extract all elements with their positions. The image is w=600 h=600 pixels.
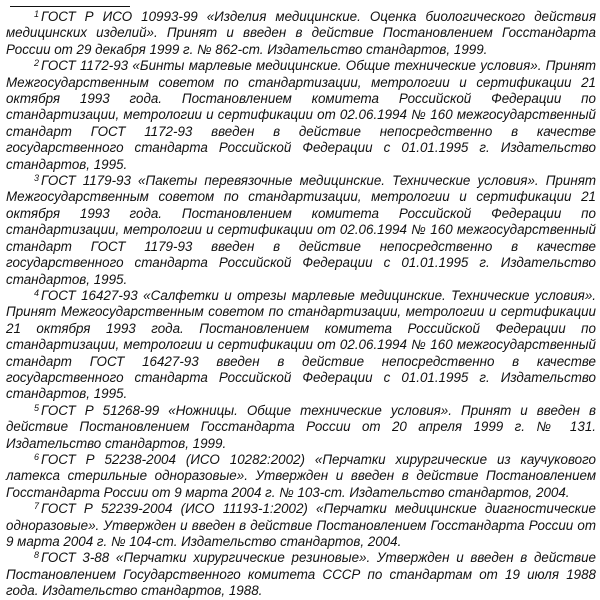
footnote-number: 1 <box>34 9 40 19</box>
footnote-text: ГОСТ 1172-93 «Бинты марлевые медицинские. Общие технические условия». Принят Межгосударственным советом по стандартизации, метрологии и сертификации 21 октября 1993 года. Постановлением комитета Российской Федерации по стандартизации, метрологии и сертификации от 02.06.1994 № 160 межгосударственный стандарт ГОСТ 1172-93 введен в действие непосредственно в качестве государственного стандарта Российской Федерации с 01.01.1995 г. Издательство стандартов, 1995. <box>6 58 596 172</box>
footnote-number: 6 <box>34 451 40 462</box>
footnote-1 <box>6 9 596 58</box>
footnote-7 <box>6 501 596 550</box>
footnote-text: ГОСТ Р 51268-99 «Ножницы. Общие технические условия». Принят и введен в действие Постановлением Госстандарта России от 20 апреля 1999 г. № 131. Издательство стандартов, 1999. <box>6 402 596 451</box>
footnote-6 <box>6 452 596 501</box>
footnote-text: ГОСТ 1179-93 «Пакеты перевязочные медицинские. Технические условия». Принят Межгосударственным советом по стандартизации, метрологии и сертификации 21 октября 1993 года. Постановлением комитета Российской Федерации по стандартизации, метрологии и сертификации от 02.06.1994 № 160 межгосударственный стандарт ГОСТ 1179-93 введен в действие непосредственно в качестве государственного стандарта Российской Федерации с 01.01.1995 г. Издательство стандартов, 1995. <box>6 173 596 287</box>
footnote-number: 2 <box>34 58 40 69</box>
footnote-text: ГОСТ Р 52239-2004 (ИСО 11193-1:2002) «Перчатки медицинские диагностические одноразовые». Утвержден и введен в действие Постановлением Госстандарта России от 9 марта 2004 г. № 104-ст. Издательство стандартов, 2004. <box>6 501 596 549</box>
footnote-4 <box>6 288 596 403</box>
footnote-5 <box>6 403 596 452</box>
footnote-number: 4 <box>34 287 40 298</box>
footnote-text: ГОСТ 16427-93 «Салфетки и отрезы марлевые медицинские. Технические условия». Принят Межгосударственным советом по стандартизации, метрологии и сертификации 21 октября 1993 года. Постановлением комитета Российской Федерации по стандартизации, метрологии и сертификации от 02.06.1994 № 160 межгосударственный стандарт ГОСТ 16427-93 введен в действие непосредственно в качестве государственного стандарта Российской Федерации с 01.01.1995 г. Издательство стандартов, 1995. <box>6 287 596 402</box>
footnote-3 <box>6 173 596 288</box>
footnote-text: ГОСТ Р 52238-2004 (ИСО 10282:2002) «Перчатки хирургические из каучукового латекса стерильные одноразовые». Утвержден и введен в действие Постановлением Госстандарта России от 9 марта 2004 г. № 103-ст. Издательство стандартов, 2004. <box>6 451 596 500</box>
footnote-2 <box>6 58 596 173</box>
footnote-number: 7 <box>34 501 40 512</box>
footnote-number: 8 <box>34 550 40 561</box>
footnote-8 <box>6 550 596 599</box>
footnote-number: 5 <box>34 402 40 413</box>
footnote-text: ГОСТ 3-88 «Перчатки хирургические резиновые». Утвержден и введен в действие Постановлением Государственного комитета СССР по стандартам от 19 июля 1988 года. Издательство стандартов, 1988. <box>6 550 596 599</box>
footnote-number: 3 <box>34 173 40 184</box>
footnote-text: ГОСТ Р ИСО 10993-99 «Изделия медицинские. Оценка биологического действия медицинских изделий». Принят и введен в действие Постановлением Госстандарта России от 29 декабря 1999 г. № 862-ст. Издательство стандартов, 1999. <box>6 9 596 57</box>
footnote-separator-rule <box>10 6 130 7</box>
